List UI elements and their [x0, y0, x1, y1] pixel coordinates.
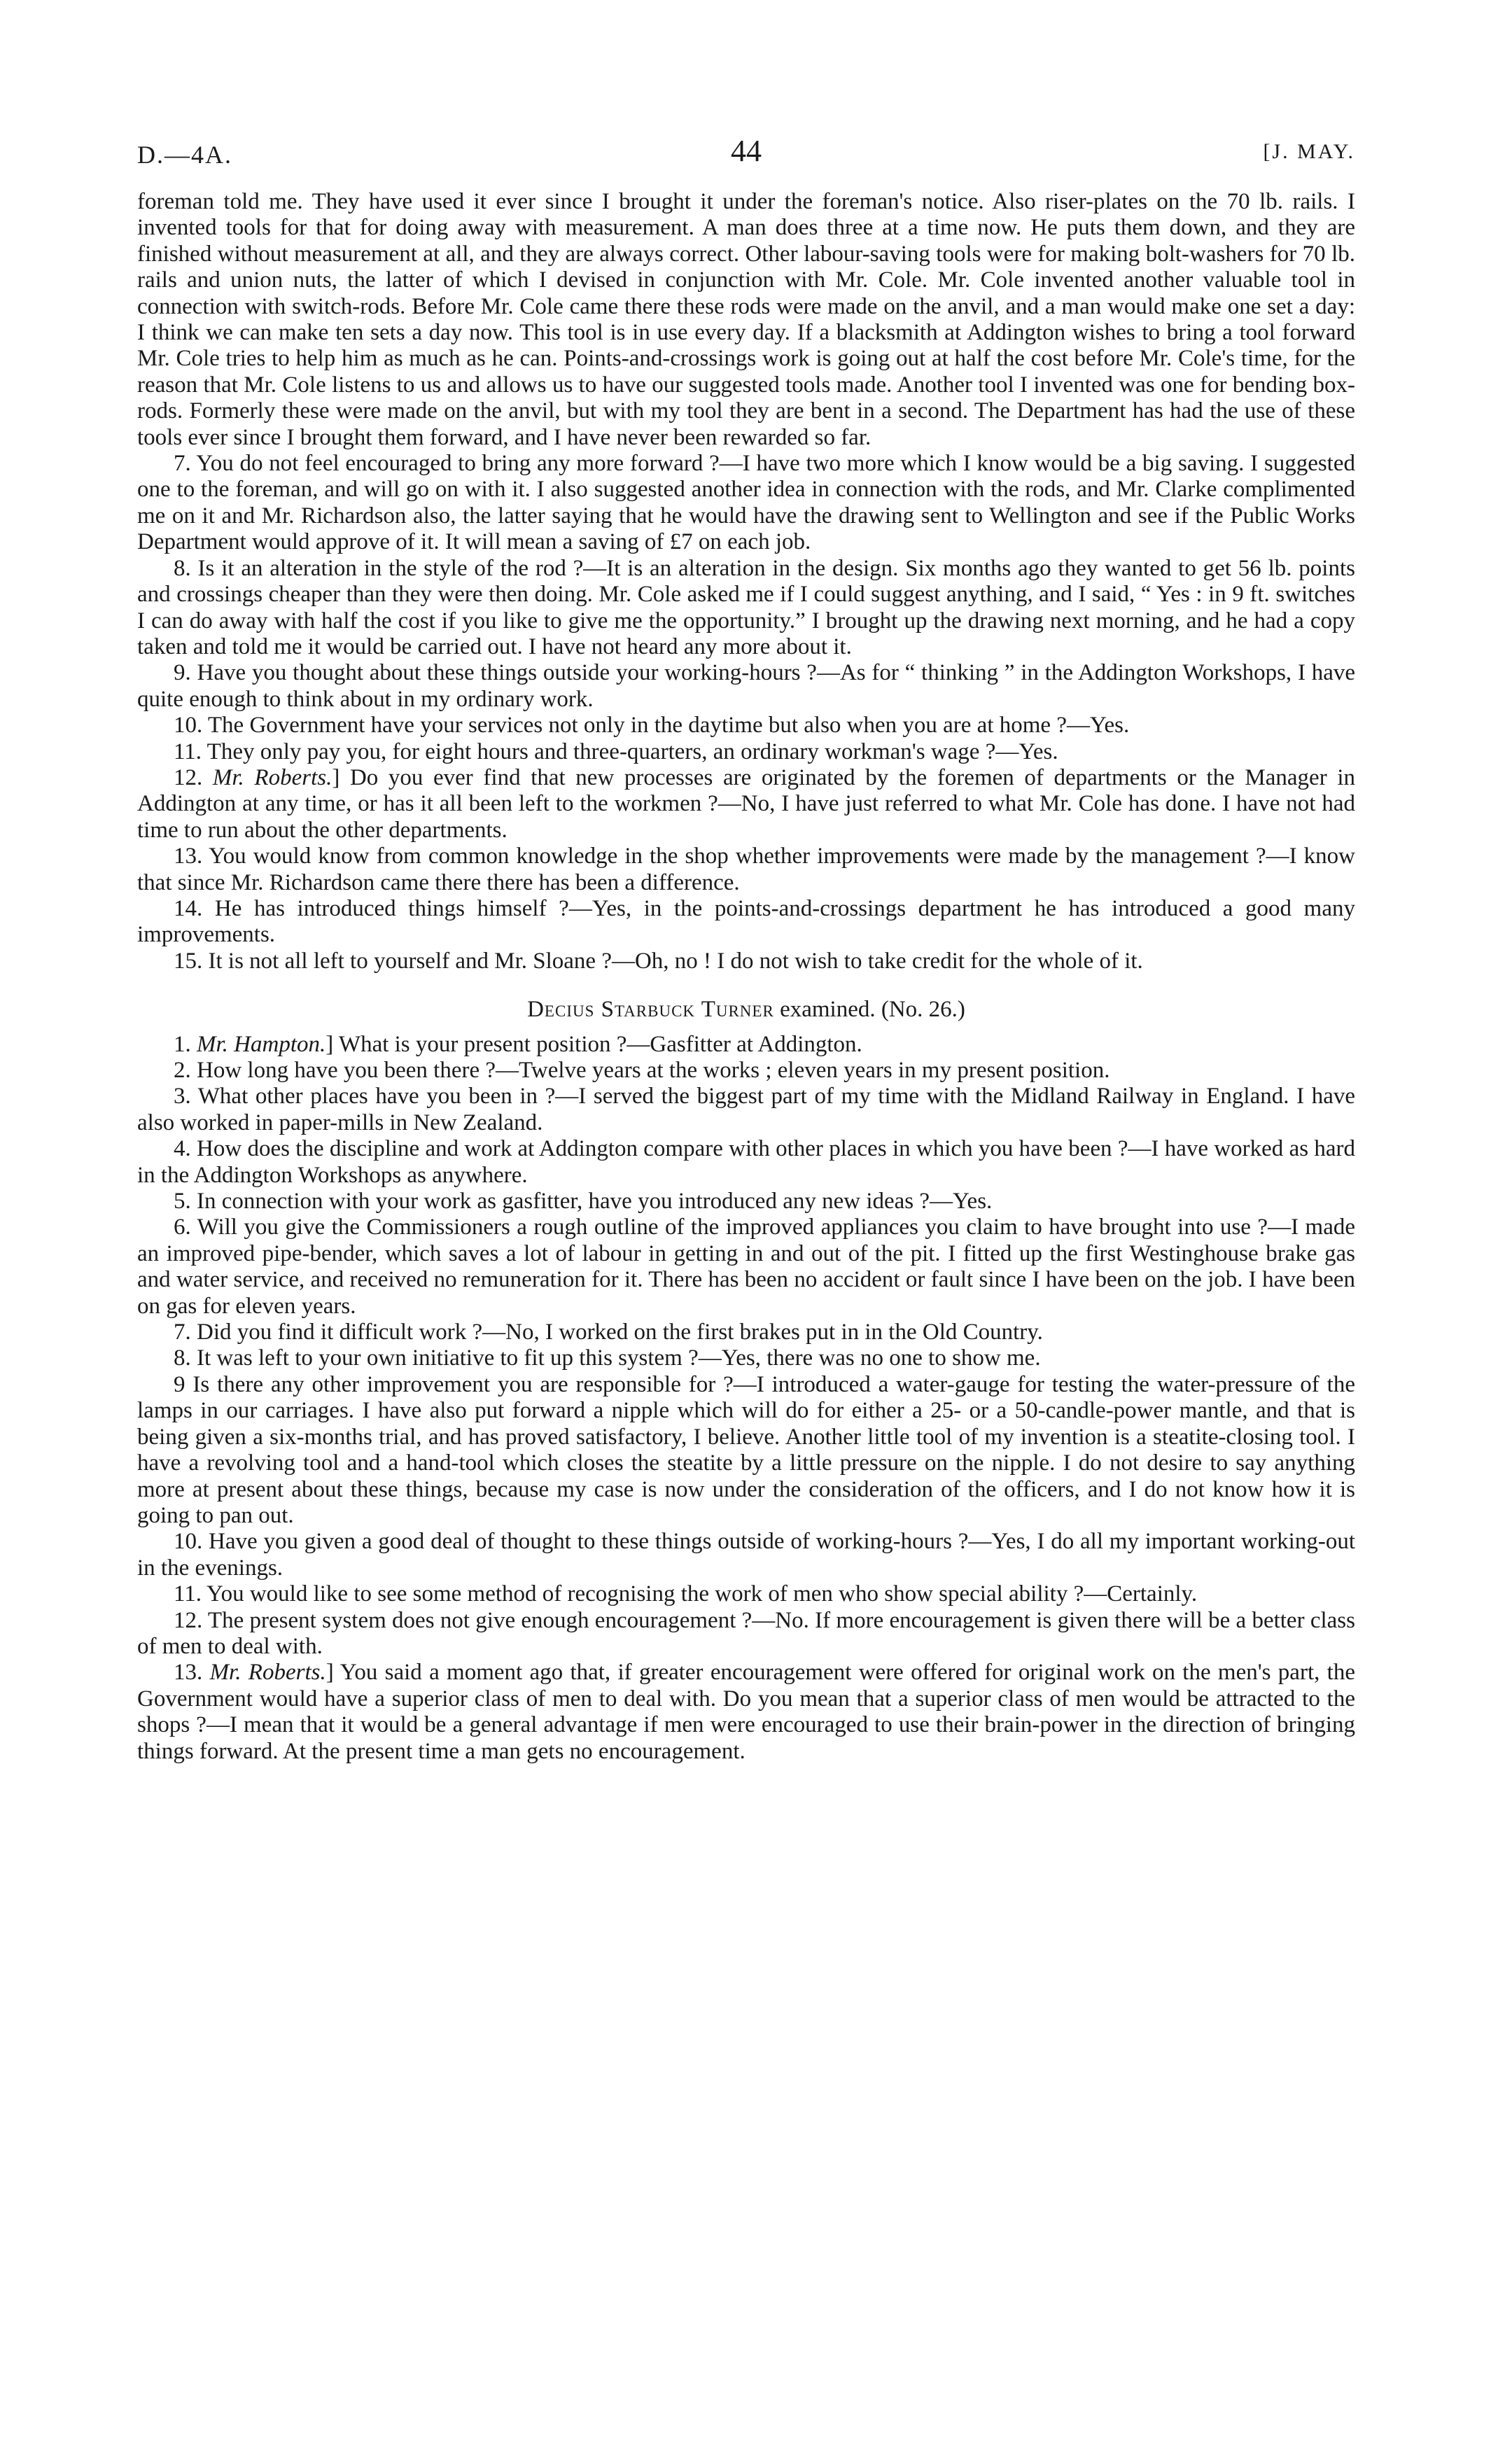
paragraph-text: 14. He has introduced things himself ?—Yes, in the points-and-crossings department he has introduced a good many improvements.: [137, 895, 1355, 948]
continuation-text: [137, 189, 1355, 974]
paragraph: [137, 1581, 1355, 1607]
paragraph-text: 3. What other places have you been in ?—I served the biggest part of my time with the Midland Railway in England. I have also worked in paper-mills in New Zealand.: [137, 1084, 1355, 1135]
paragraph-text: 13. You would know from common knowledge in the shop whether improvements were made by the management ?—I know that since Mr. Richardson came there there has been a difference.: [137, 844, 1355, 895]
speaker-label: 1. Mr. Hampton.]: [174, 1031, 334, 1057]
paragraph: [137, 1529, 1355, 1581]
paragraph-text: 7. You do not feel encouraged to bring any more forward ?—I have two more which I know would be a big saving. I suggested one to the foreman, and will go on with it. I also suggested another idea in connection with the rods, and Mr. Clarke complimented me on it and Mr. Richardson also, the latter saying that he would have the drawing sent to Wellington and see if the Public Works Department would approve of it. It will mean a saving of £7 on each job.: [137, 451, 1355, 555]
paragraph: [137, 896, 1355, 948]
document-page: [137, 133, 1355, 2443]
paragraph: [137, 739, 1355, 765]
paragraph-text: Do you ever find that new processes are originated by the foremen of departments or the Manager in Addington at any time, or has it all been left to the workmen ?—No, I have just referred to what Mr. Cole has done. I have not had time to run about the other departments.: [137, 764, 1355, 843]
paragraph: [137, 1032, 1355, 1058]
paragraph-text: You said a moment ago that, if greater encouragement were offered for original work on the men's part, the Government would have a superior class of men to deal with. Do you mean that a superior class of men would be attracted to the shops ?—I mean that it would be a general advantage if men were encouraged to use their brain-power in the direction of bringing things forward. At the present time a man gets no encouragement.: [137, 1660, 1355, 1764]
paragraph: [137, 765, 1355, 844]
page-number: 44: [731, 134, 762, 168]
paragraph-text: 10. The Government have your services not only in the daytime but also when you are at home ?—Yes.: [174, 713, 1130, 738]
paragraph: [137, 1214, 1355, 1320]
paragraph-text: 9 Is there any other improvement you are responsible for ?—I introduced a water-gauge for testing the water-pressure of the lamps in our carriages. I have also put forward a nipple which will do for either a 25- or a 50-candle-power mantle, and that is being given a six-months trial, and has proved satisfactory, I believe. Another little tool of my invention is a steatite-closing tool. I have a revolving tool and a hand-tool which closes the steatite by a little pressure on the nipple. I do not desire to say anything more at present about these things, because my case is now under the consideration of the officers, and I do not know how it is going to pan out.: [137, 1371, 1355, 1528]
paragraph-text: 8. Is it an alteration in the style of the rod ?—It is an alteration in the design. Six months ago they wanted to get 56 lb. points and crossings cheaper than they were then doing. Mr. Cole asked me if I could suggest anything, and I said, “ Yes : in 9 ft. switches I can do away with half the cost if you like to give me the opportunity.” I brought up the drawing next morning, and he had a copy taken and told me it would be carried out. I have not heard any more about it.: [137, 555, 1355, 659]
paragraph: [137, 1189, 1355, 1214]
section-heading: [137, 997, 1355, 1023]
speaker-label: 13. Mr. Roberts.]: [174, 1660, 334, 1686]
paragraph: [137, 1372, 1355, 1529]
paragraph-text: 4. How does the discipline and work at Addington compare with other places in which you have been ?—I have worked as hard in the Addington Workshops as anywhere.: [137, 1136, 1355, 1188]
paragraph: [137, 1345, 1355, 1371]
paragraph-text: 2. How long have you been there ?—Twelve years at the works ; eleven years in my present position.: [174, 1058, 1110, 1083]
paragraph-text: 11. You would like to see some method of recognising the work of men who show special ability ?—Certainly.: [174, 1581, 1198, 1607]
paragraph-text: 10. Have you given a good deal of thought to these things outside of working-hours ?—Yes, I do all my important working-out in the evenings.: [137, 1529, 1355, 1581]
paragraph: [137, 1608, 1355, 1660]
witness-name: Decius Starbuck Turner: [527, 997, 774, 1023]
paragraph: [137, 1058, 1355, 1084]
paragraph: [137, 1320, 1355, 1345]
paragraph: [137, 1136, 1355, 1189]
paragraph: [137, 660, 1355, 713]
paragraph: [137, 189, 1355, 451]
paragraph: [137, 1660, 1355, 1765]
paragraph-text: 12. The present system does not give enough encouragement ?—No. If more encouragement is given there will be a better class of men to deal with.: [137, 1607, 1355, 1659]
speaker-label: 12. Mr. Roberts.]: [174, 764, 340, 790]
paragraph-text: 7. Did you find it difficult work ?—No, I worked on the first brakes put in in the Old Country.: [174, 1320, 1043, 1345]
paragraph-text: 15. It is not all left to yourself and Mr. Sloane ?—Oh, no ! I do not wish to take credit for the whole of it.: [174, 948, 1143, 974]
paragraph: [137, 948, 1355, 974]
paragraph-text: 5. In connection with your work as gasfitter, have you introduced any new ideas ?—Yes.: [174, 1189, 993, 1214]
paragraph: [137, 1084, 1355, 1136]
page-header: [137, 133, 1355, 189]
examination-text: [137, 1032, 1355, 1765]
running-head-date: [J. MAY.: [1263, 140, 1355, 163]
paragraph-text: 11. They only pay you, for eight hours and three-quarters, an ordinary workman's wage ?—Yes.: [174, 738, 1058, 764]
paragraph-text: 9. Have you thought about these things outside your working-hours ?—As for “ thinking ” in the Addington Workshops, I have quite enough to think about in my ordinary work.: [137, 660, 1355, 712]
paragraph-text: 8. It was left to your own initiative to fit up this system ?—Yes, there was no one to show me.: [174, 1345, 1041, 1371]
paragraph-text: What is your present position ?—Gasfitter at Addington.: [333, 1031, 862, 1057]
paragraph-text: foreman told me. They have used it ever since I brought it under the foreman's notice. Also riser-plates on the 70 lb. rails. I invented tools for that for doing away with measurement. A man does three at a time now. He puts them down, and they are finished without measurement at all, and they are always correct. Other labour-saving tools were for making bolt-washers for 70 lb. rails and union nuts, the latter of which I devised in conjunction with Mr. Cole. Mr. Cole invented another valuable tool in connection with switch-rods. Before Mr. Cole came there these rods were made on the anvil, and a man would make one set a day: I think we can make ten sets a day now. This tool is in use every day. If a blacksmith at Addington wishes to bring a tool forward Mr. Cole tries to help him as much as he can. Points-and-crossings work is going out at half the cost before Mr. Cole's time, for the reason that Mr. Cole listens to us and allows us to have our suggested tools made. Another tool I invented was one for bending box-rods. Formerly these were made on the anvil, but with my tool they are bent in a second. The Department has had the use of these tools ever since I brought them forward, and I have never been rewarded so far.: [137, 189, 1355, 450]
paragraph: [137, 713, 1355, 738]
document-code: D.—4A.: [137, 141, 232, 169]
heading-suffix: examined. (No. 26.): [774, 997, 965, 1023]
paragraph: [137, 451, 1355, 556]
paragraph-text: 6. Will you give the Commissioners a rough outline of the improved appliances you claim to have brought into use ?—I made an improved pipe-bender, which saves a lot of labour in getting in and out of the pit. I fitted up the first Westinghouse brake gas and water service, and received no remuneration for it. There has been no accident or fault since I have been on the job. I have been on gas for eleven years.: [137, 1214, 1355, 1319]
paragraph: [137, 844, 1355, 896]
paragraph: [137, 556, 1355, 661]
